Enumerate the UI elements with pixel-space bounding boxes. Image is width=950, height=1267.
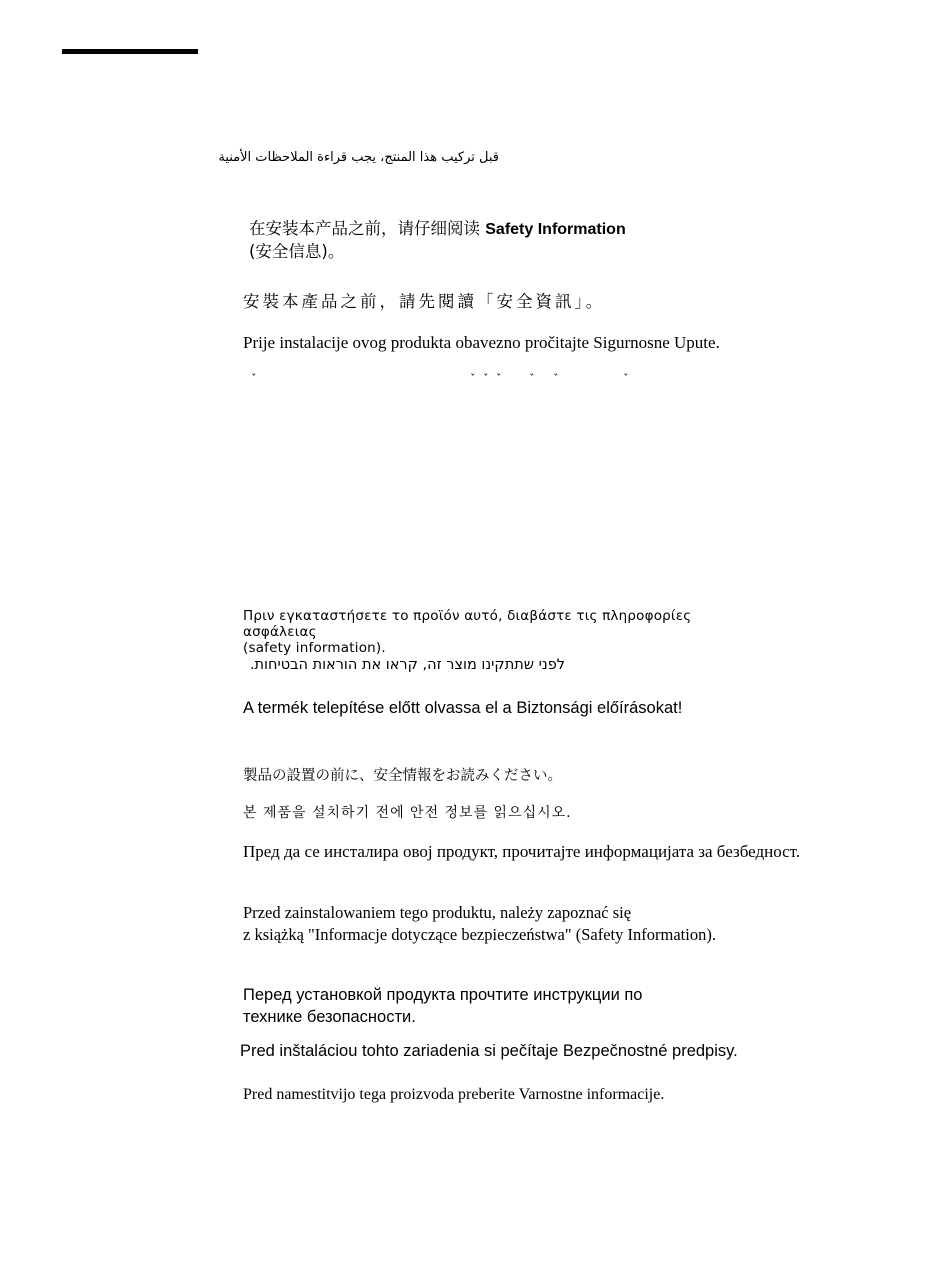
notice-hungarian: A termék telepítése előtt olvassa el a Biztonsági előírásokat! [243,699,683,717]
notice-russian-line2: технике безопасности. [243,1008,416,1026]
diacritic-mark: ˇ [496,372,502,385]
notice-greek-line2: (safety information). [243,640,386,656]
notice-chinese-simplified [249,218,669,263]
notice-russian [243,984,713,1028]
diacritic-mark: ˇ [553,372,559,385]
notice-korean: 본 제품을 설치하기 전에 안전 정보를 읽으십시오. [243,805,572,821]
diacritic-mark: ˇ [623,372,629,385]
notice-chinese-simplified-prefix: 在安装本产品之前，请仔细阅读 [249,219,486,238]
notice-macedonian: Пред да се инсталира овој продукт, прочитајте информацијата за безбедност. [243,842,801,861]
notice-slovak: Pred inštaláciou tohto zariadenia si pečítaje Bezpečnostné predpisy. [240,1042,738,1060]
diacritic-mark: ˇ [529,372,535,385]
diacritic-mark: ˇ [251,372,257,385]
notice-polish-line1: Przed zainstalowaniem tego produktu, należy zapoznać się [243,903,632,922]
diacritic-mark: ˇ [483,372,489,385]
diacritic-mark: ˇ [470,372,476,385]
top-rule [62,49,198,54]
notice-chinese-traditional: 安裝本產品之前，請先閱讀「安全資訊」。 [243,292,606,311]
notice-slovenian: Pred namestitvijo tega proizvoda preberite Varnostne informacije. [243,1086,665,1103]
notice-greek-line1: Πριν εγκαταστήσετε το προϊόν αυτό, διαβάστε τις πληροφορίες ασφάλειας [243,608,692,640]
notice-croatian: Prije instalacije ovog produkta obavezno pročitajte Sigurnosne Upute. [243,333,720,352]
notice-chinese-simplified-suffix: (安全信息)。 [249,242,345,261]
notice-greek [243,608,713,656]
notice-arabic: قبل تركيب هذا المنتج، يجب قراءة الملاحظات الأمنية [218,150,499,165]
notice-polish-line2: z książką "Informacje dotyczące bezpieczeństwa" (Safety Information). [243,925,716,944]
notice-japanese: 製品の設置の前に、安全情報をお読みください。 [243,768,562,784]
notice-chinese-simplified-english: Safety Information [485,221,626,238]
notice-polish [243,902,763,946]
notice-hebrew: לפני שתתקינו מוצר זה, קראו את הוראות הבטיחות. [249,657,565,673]
notice-russian-line1: Перед установкой продукта прочтите инструкции по [243,986,643,1004]
